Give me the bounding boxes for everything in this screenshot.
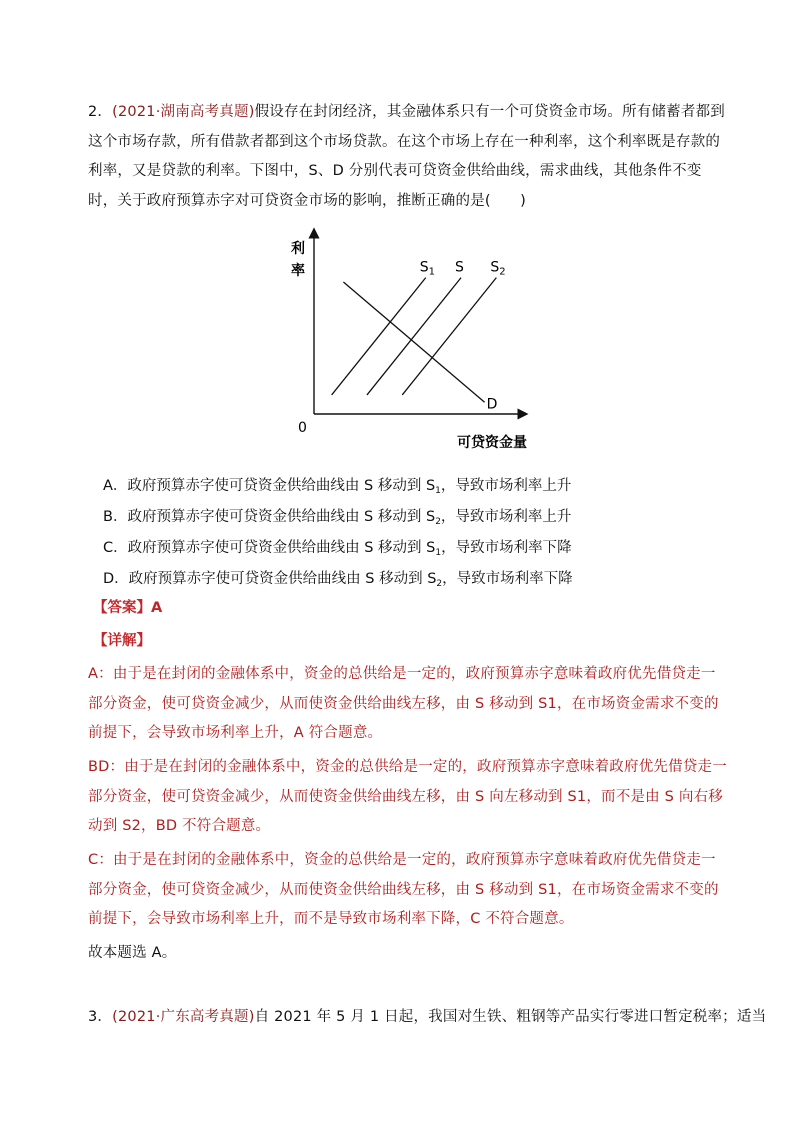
option-text-end: ，导致市场利率上升: [440, 478, 572, 494]
question-2-stem: [88, 98, 728, 216]
curve-label-s2: $S_2$: [490, 259, 506, 278]
option-text-end: ，导致市场利率下降: [442, 571, 573, 587]
question-source: (2021·湖南高考真题): [112, 104, 255, 120]
option-subscript: 2: [435, 517, 441, 527]
answer-value: A: [151, 600, 163, 616]
answer-label: 【答案】: [93, 600, 151, 616]
option-letter: C．: [103, 540, 128, 556]
origin-label: 0: [298, 420, 307, 436]
option-c: [103, 538, 572, 563]
question-number: 2．: [88, 104, 113, 120]
curve-s: [367, 278, 461, 395]
option-letter: A．: [103, 478, 128, 494]
y-axis-label-1: 利: [291, 241, 305, 257]
option-letter: D．: [103, 571, 129, 587]
option-b: [103, 507, 571, 532]
answer-line: [93, 598, 162, 618]
option-text-end: ，导致市场利率下降: [441, 540, 572, 556]
curve-d: [343, 282, 484, 402]
curve-label-s: S: [455, 259, 464, 276]
question-source: (2021·广东高考真题): [112, 1009, 255, 1025]
explanation-c: C：由于是在封闭的金融体系中，资金的总供给是一定的，政府预算赤字意味着政府优先借贷走一部分资金，使可贷资金减少，从而使资金供给曲线左移，由 S 移动到 S1，在市场资金需求不变的前提下，会导致市场利率上升，而不是导致市场利率下降，C 不符合题意。: [88, 852, 719, 927]
option-letter: B．: [103, 509, 128, 525]
y-axis-label-2: 率: [291, 263, 305, 279]
option-a: [103, 476, 571, 501]
question-stem-text: 假设存在封闭经济，其金融体系只有一个可贷资金市场。所有储蓄者都到这个市场存款，所有借款者都到这个市场贷款。在这个市场上存在一种利率，这个利率既是存款的利率，又是贷款的利率。下图中，S、D 分别代表可贷资金供给曲线，需求曲线，其他条件不变时，关于政府预算赤字对可贷资金市场的影响，推断正确的是( ): [88, 104, 725, 209]
question-stem-text: 自 2021 年 5 月 1 日起，我国对生铁、粗钢等产品实行零进口暂定税率；适当: [254, 1009, 767, 1025]
conclusion: 故本题选 A。: [88, 945, 177, 961]
option-d: [103, 569, 573, 594]
option-subscript: 1: [435, 548, 442, 558]
detail-label: 【详解】: [93, 633, 151, 649]
option-text: 政府预算赤字使可贷资金供给曲线由 S 移动到 S: [127, 478, 436, 494]
option-text: 政府预算赤字使可贷资金供给曲线由 S 移动到 S: [128, 571, 437, 587]
option-subscript: 2: [436, 579, 443, 589]
explanation-a: A：由于是在封闭的金融体系中，资金的总供给是一定的，政府预算赤字意味着政府优先借贷走一部分资金，使可贷资金减少，从而使资金供给曲线左移，由 S 移动到 S1，在市场资金需求不变的前提下，会导致市场利率上升，A 符合题意。: [88, 666, 719, 741]
option-subscript: 1: [435, 486, 441, 496]
curve-s1: [332, 278, 426, 395]
curve-label-s1: $S_1$: [419, 259, 436, 278]
loanable-funds-chart: [285, 225, 545, 465]
curve-s2: [402, 278, 496, 395]
question-3-stem: [88, 1003, 767, 1033]
question-number: 3．: [88, 1009, 113, 1025]
series-layer: [332, 260, 506, 413]
x-axis-label: 可贷资金量: [457, 435, 527, 451]
option-text-end: ，导致市场利率上升: [440, 509, 572, 525]
option-text: 政府预算赤字使可贷资金供给曲线由 S 移动到 S: [127, 509, 436, 525]
explanation-bd: BD：由于是在封闭的金融体系中，资金的总供给是一定的，政府预算赤字意味着政府优先借贷走一部分资金，使可贷资金减少，从而使资金供给曲线左移，由 S 向左移动到 S1，而不是由 S 向右移动到 S2，BD 不符合题意。: [88, 759, 727, 834]
curve-label-d: D: [486, 396, 498, 413]
option-text: 政府预算赤字使可贷资金供给曲线由 S 移动到 S: [127, 540, 436, 556]
